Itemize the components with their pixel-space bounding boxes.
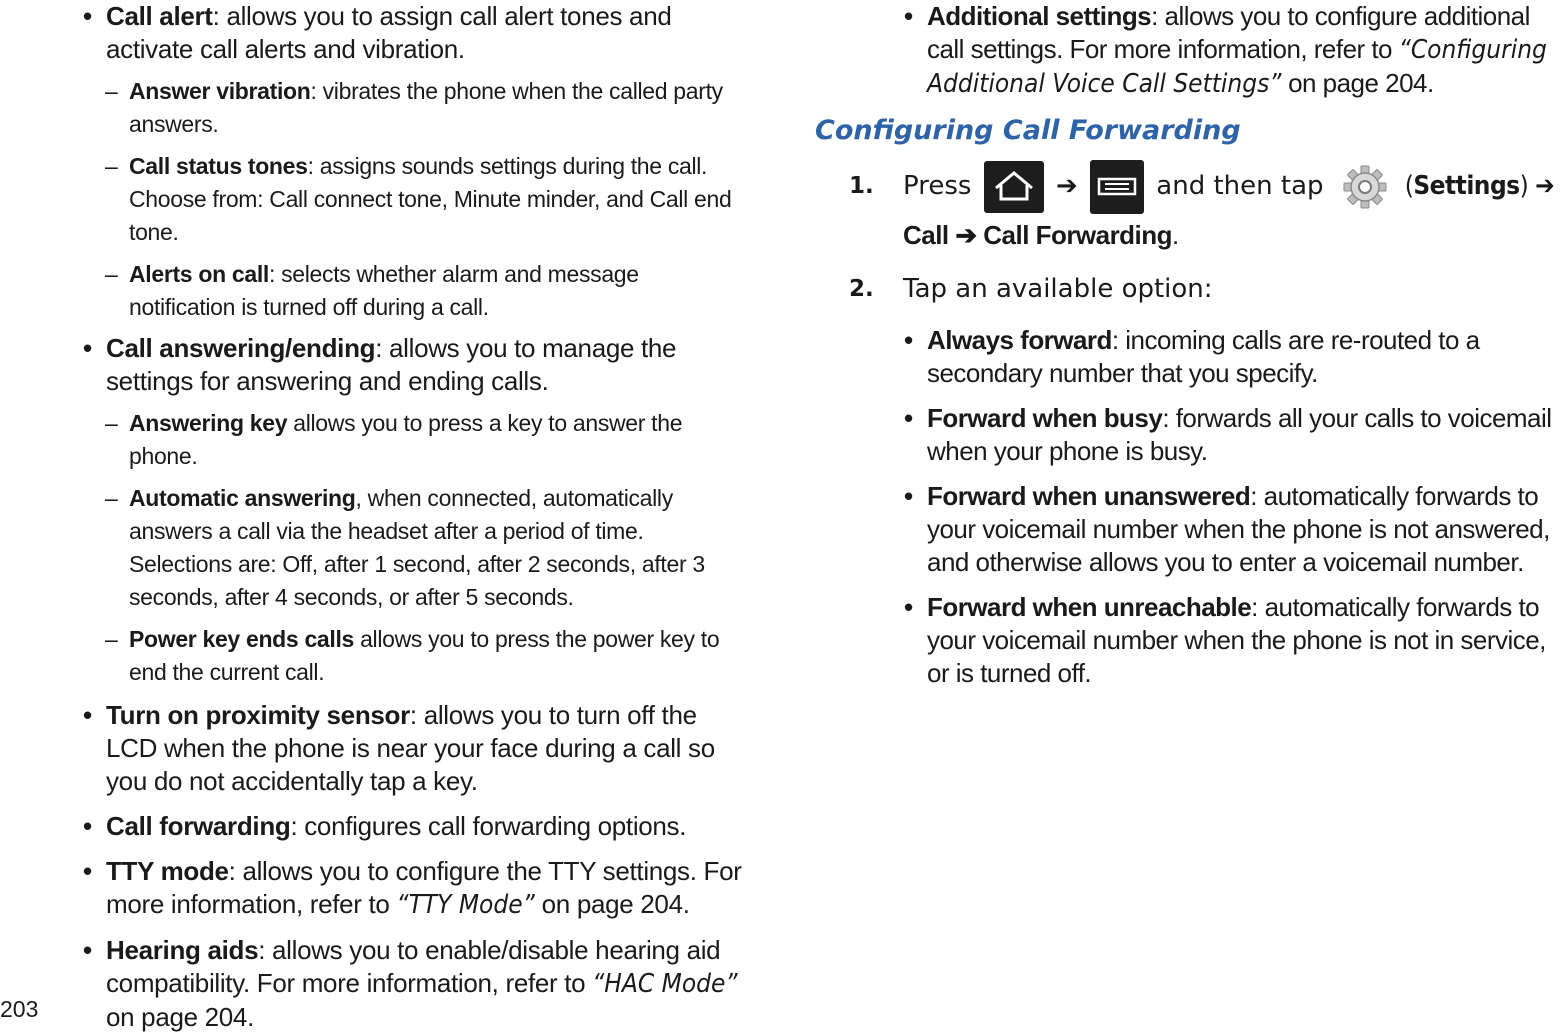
- hac-mode-link[interactable]: “HAC Mode”: [592, 969, 738, 999]
- step-1-settings: Settings: [1413, 171, 1520, 201]
- call-forwarding-desc: : configures call forwarding options.: [290, 811, 687, 841]
- tty-mode-item: [83, 855, 743, 922]
- power-key-term: Power key ends calls: [129, 626, 355, 652]
- call-status-tones-term: Call status tones: [129, 153, 308, 179]
- tty-mode-desc: : allows you to configure the TTY settings. For more information, refer to: [106, 856, 742, 919]
- alerts-on-call-item: [83, 258, 743, 324]
- additional-settings-desc: : allows you to configure additional call settings. For more information, refer to: [927, 1, 1530, 64]
- hearing-aids-term: Hearing aids: [106, 935, 259, 965]
- forward-unanswered-item: [904, 480, 1561, 579]
- proximity-sensor-item: [83, 699, 743, 798]
- forward-busy-desc: : forwards all your calls to voicemail when your phone is busy.: [927, 403, 1552, 466]
- forward-unreachable-term: Forward when unreachable: [927, 592, 1252, 622]
- call-status-tones-desc: : assigns sounds settings during the call. Choose from: Call connect tone, Minute minder, and Call end tone.: [129, 153, 732, 245]
- step-1-line-2: [903, 215, 1561, 255]
- call-answering-desc: : allows you to manage the settings for answering and ending calls.: [106, 333, 677, 396]
- answering-key-desc: allows you to press a key to answer the phone.: [129, 410, 683, 469]
- answering-key-item: [83, 407, 743, 473]
- step-2-text: Tap an available option:: [903, 274, 1213, 304]
- step-1: [815, 157, 1561, 255]
- step-2-number: 2.: [849, 276, 874, 302]
- additional-settings-item: [904, 0, 1561, 101]
- hearing-aids-tail: on page 204.: [106, 1002, 254, 1032]
- step-1-number: 1.: [849, 173, 874, 199]
- call-alert-item: [83, 0, 743, 66]
- call-status-tones-item: [83, 150, 743, 249]
- menu-key-icon: [1090, 160, 1144, 214]
- step-1-settings-open: (: [1397, 171, 1414, 201]
- always-forward-term: Always forward: [927, 325, 1112, 355]
- answer-vibration-desc: : vibrates the phone when the called party answers.: [129, 78, 723, 137]
- step-1-settings-close: ) ➔: [1519, 171, 1555, 201]
- proximity-sensor-term: Turn on proximity sensor: [106, 700, 410, 730]
- step-2: [815, 269, 1561, 309]
- step-1-call: Call: [903, 220, 949, 250]
- tty-mode-tail: on page 204.: [534, 889, 690, 919]
- forward-busy-item: [904, 402, 1561, 468]
- answering-key-term: Answering key: [129, 410, 288, 436]
- forward-unreachable-item: [904, 591, 1561, 690]
- call-forwarding-term: Call forwarding: [106, 811, 291, 841]
- additional-settings-link[interactable]: “Configuring Additional Voice Call Settings”: [927, 35, 1547, 99]
- page-number: 203: [0, 996, 39, 1022]
- answer-vibration-item: [83, 75, 743, 141]
- forward-unanswered-desc: : automatically forwards to your voicemail number when the phone is not answered, and otherwise allows you to enter a voicemail number.: [927, 481, 1550, 577]
- step-1-arrow-2: ➔: [948, 220, 984, 250]
- automatic-answering-term: Automatic answering: [129, 485, 356, 511]
- step-1-press: Press: [903, 171, 980, 201]
- forward-unreachable-desc: : automatically forwards to your voicemail number when the phone is not in service, or is turned off.: [927, 592, 1546, 688]
- step-1-call-forwarding: Call Forwarding: [983, 220, 1172, 250]
- tty-mode-link[interactable]: “TTY Mode”: [396, 890, 535, 920]
- answer-vibration-term: Answer vibration: [129, 78, 311, 104]
- step-1-then-tap: and then tap: [1148, 171, 1332, 201]
- proximity-sensor-desc: : allows you to turn off the LCD when the phone is near your face during a call so you do not accidentally tap a key.: [106, 700, 715, 796]
- hearing-aids-desc: : allows you to enable/disable hearing aid compatibility. For more information, refer to: [106, 935, 721, 998]
- always-forward-item: [904, 324, 1561, 390]
- alerts-on-call-desc: : selects whether alarm and message notification is turned off during a call.: [129, 261, 639, 320]
- call-alert-term: Call alert: [106, 1, 213, 31]
- alerts-on-call-term: Alerts on call: [129, 261, 269, 287]
- hearing-aids-item: [83, 934, 743, 1034]
- automatic-answering-item: [83, 482, 743, 614]
- tty-mode-term: TTY mode: [106, 856, 229, 886]
- step-1-period: .: [1171, 220, 1179, 250]
- call-answering-term: Call answering/ending: [106, 333, 376, 363]
- automatic-answering-desc: , when connected, automatically answers a call via the headset after a period of time. Selections are: Off, after 1 second, after 2 seconds, after 3 seconds, after 4 seconds, or after 5 seconds.: [129, 485, 705, 610]
- step-1-line-1: [903, 157, 1561, 215]
- forward-busy-term: Forward when busy: [927, 403, 1163, 433]
- additional-settings-term: Additional settings: [927, 1, 1152, 31]
- always-forward-desc: : incoming calls are re-routed to a secondary number that you specify.: [927, 325, 1480, 388]
- step-1-arrow-1: ➔: [1047, 171, 1087, 201]
- additional-settings-tail: on page 204.: [1281, 68, 1434, 98]
- right-column: [815, 0, 1561, 690]
- call-forwarding-item: [83, 810, 743, 843]
- call-answering-item: [83, 332, 743, 398]
- home-key-icon: [984, 161, 1044, 213]
- section-heading: Configuring Call Forwarding: [815, 115, 1241, 146]
- settings-gear-icon: [1338, 163, 1392, 211]
- call-alert-desc: : allows you to assign call alert tones and activate call alerts and vibration.: [106, 1, 672, 64]
- forward-unanswered-term: Forward when unanswered: [927, 481, 1251, 511]
- power-key-item: [83, 623, 743, 689]
- left-column: [83, 0, 743, 1034]
- power-key-desc: allows you to press the power key to end the current call.: [129, 626, 720, 685]
